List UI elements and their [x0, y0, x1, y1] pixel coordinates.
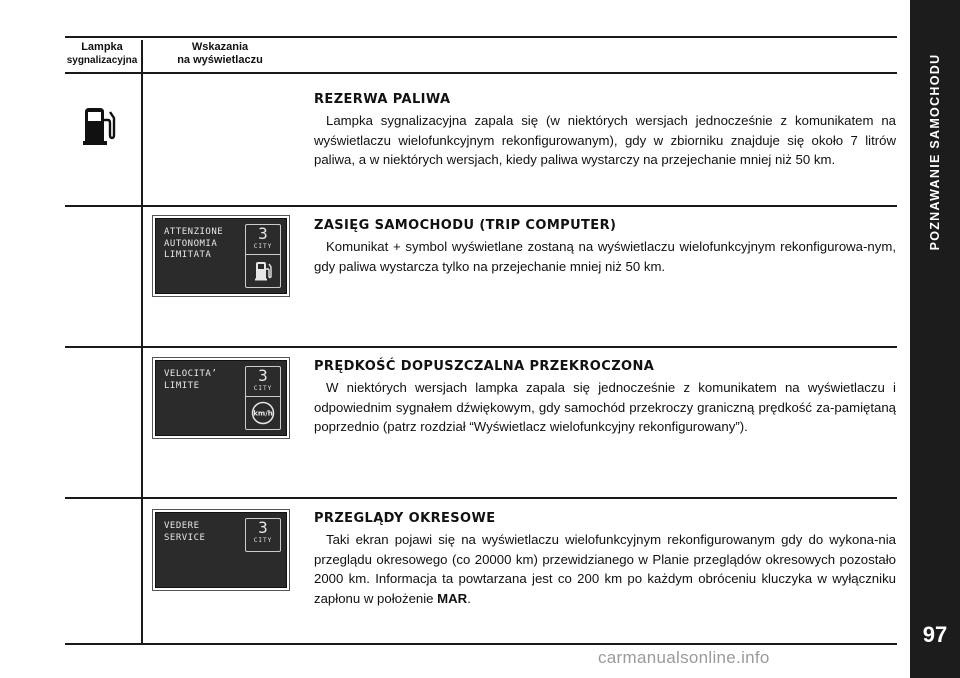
section-body: Komunikat + symbol wyświetlane zostaną na wyświetlaczu wielofunkcyjnym rekonfigurowa-nym, gdy paliwa wystarcza tylko na przejechanie mniej niż 50 km. [314, 239, 896, 274]
section-trip-computer [314, 218, 896, 276]
column-header-lamp [62, 41, 142, 67]
section-service [314, 511, 896, 608]
display-line: SERVICE [164, 532, 206, 543]
section-title: PRĘDKOŚĆ DOPUSZCZALNA PRZEKROCZONA [314, 359, 655, 374]
table-top-rule [65, 36, 897, 38]
display-line: VELOCITA’ [164, 369, 218, 379]
display-gear-number: 3 [258, 518, 268, 537]
display-mode-label: CITY [253, 385, 273, 392]
row-divider [65, 205, 897, 207]
fuel-pump-icon [251, 259, 275, 283]
display-gear-number: 3 [258, 224, 268, 243]
section-body: W niektórych wersjach lampka zapala się jednocześnie z komunikatem na wyświetlaczu i odpowiednim sygnałem dźwiękowym, gdy samochód przekroczy graniczną prędkość za-pamiętaną poprzednio (patrz rozdział “Wyświetlacz wielofunkcyjny rekonfigurowany”). [314, 380, 896, 434]
section-body [314, 530, 896, 608]
ignition-position-mar: MAR [437, 590, 468, 606]
row-divider [65, 346, 897, 348]
display-line: AUTONOMIA [164, 238, 218, 249]
column-header-lamp-line1: Lampka [81, 41, 123, 53]
display-line: LIMITE [164, 380, 200, 391]
column-header-lamp-line2: sygnalizacyjna [66, 55, 138, 66]
speed-limit-unit: km/h [253, 409, 273, 418]
section-body-text: Taki ekran pojawi się na wyświetlaczu wielofunkcyjnym rekonfigurowanym gdy do wykona-nia przeglądu okresowego (co 20000 km) przewidzianego w Planie przeglądów okresowych pozostało 2000 km. Informacja ta powtarzana jest co 200 km po każdym obróceniu kluczyka w wyłączniku zapłonu w położenie [314, 532, 896, 606]
display-illustration-service [155, 512, 287, 588]
column-header-display-line1: Wskazania [191, 41, 249, 53]
display-line: VEDERE [164, 521, 200, 531]
display-message [164, 369, 217, 392]
section-body-end: . [467, 590, 471, 606]
display-illustration-range [155, 218, 287, 294]
table-bottom-rule [65, 643, 897, 645]
display-line: LIMITATA [164, 250, 212, 260]
section-body: Lampka sygnalizacyjna zapala się (w niektórych wersjach jednocześnie z komunikatem na wyświetlaczu wielofunkcyjnym rekonfigurowanym), gdy w zbiorniku znajduje się około 7 litrów paliwa, a w niektórych wersjach, kiedy paliwa wystarczy na przejechanie mniej niż 50 km. [314, 113, 896, 167]
section-fuel-reserve [314, 92, 896, 170]
table-header-rule [65, 72, 897, 74]
section-title: REZERWA PALIWA [314, 92, 451, 107]
display-status-box [245, 366, 281, 430]
section-title: ZASIĘG SAMOCHODU (TRIP COMPUTER) [314, 218, 617, 233]
page-number: 97 [922, 622, 948, 647]
section-title: PRZEGLĄDY OKRESOWE [314, 511, 496, 526]
column-header-display [150, 41, 290, 67]
display-status-box [245, 518, 281, 552]
display-status-box [245, 224, 281, 288]
display-line: ATTENZIONE [164, 227, 224, 237]
display-mode-label: CITY [253, 243, 273, 250]
display-box-divider [246, 396, 280, 397]
column-divider [141, 40, 143, 644]
display-mode-label: CITY [253, 537, 273, 544]
display-box-divider [246, 254, 280, 255]
speed-limit-icon [251, 401, 275, 425]
display-message [164, 521, 205, 544]
watermark: carmanualsonline.info [598, 648, 770, 667]
display-message [164, 227, 223, 262]
row-divider [65, 497, 897, 499]
section-speed-limit [314, 359, 896, 437]
display-illustration-speed [155, 360, 287, 436]
display-gear-number: 3 [258, 366, 268, 385]
column-header-display-line2: na wyświetlaczu [177, 54, 263, 66]
fuel-pump-icon [82, 106, 116, 146]
chapter-title: POZNAWANIE SAMOCHODU [928, 53, 942, 251]
